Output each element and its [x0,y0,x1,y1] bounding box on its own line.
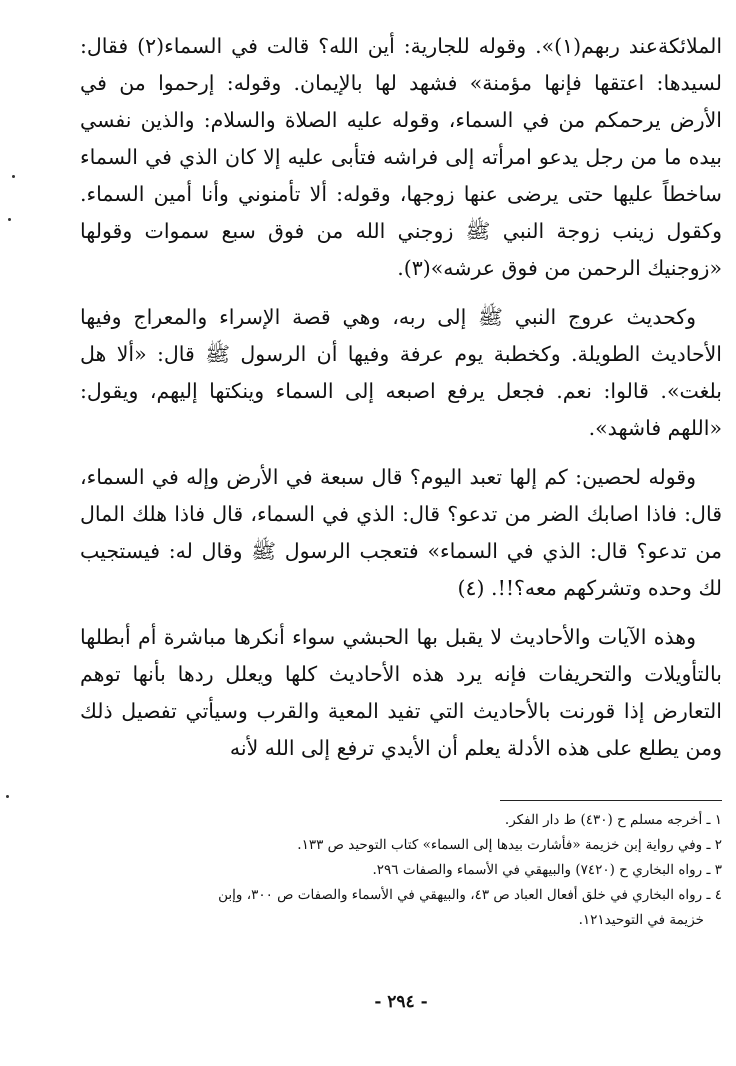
body-text [80,28,722,767]
paragraph-1: الملائكةعند ربهم(١)». وقوله للجارية: أين الله؟ قالت في السماء(٢) فقال: لسيدها: اعتقها فإنها مؤمنة» فشهد لها بالإيمان. وقوله: إرحموا من في الأرض يرحمكم من في السماء، وقوله عليه الصلاة والسلام: والذين نفسي بيده ما من رجل يدعو امرأته إلى فراشه فتأبى عليه إلا كان الذي في السماء ساخطاً عليها حتى يرضى عنها زوجها، وقوله: ألا تأمنوني وأنا أمين السماء. وكقول زينب زوجة النبي ﷺ زوجني الله من فوق سبع سموات وقولها «زوجنيك الرحمن من فوق عرشه»(٣). [80,34,723,280]
footnote-1: ١ ـ أخرجه مسلم ح (٤٣٠) ط دار الفكر. [504,812,722,828]
margin-mark [8,218,11,221]
footnotes [80,808,722,933]
footnote-separator [500,800,722,801]
margin-mark [12,175,15,178]
margin-mark [6,795,9,798]
paragraph-4: وهذه الآيات والأحاديث لا يقبل بها الحبشي سواء أنكرها مباشرة أم أبطلها بالتأويلات والتحريفات فإنه يرد هذه الأحاديث كلها ويعلل ردها بأنها توهم التعارض إذا قورنت بالأحاديث التي تفيد المعية والقرب وسيأتي تفصيل ذلك ومن يطلع على هذه الأدلة يعلم أن الأيدي ترفع إلى الله لأنه [80,625,722,760]
footnote-2: ٢ ـ وفي رواية إبن خزيمة «فأشارت بيدها إلى السماء» كتاب التوحيد ص ١٣٣. [297,837,722,853]
paragraph-2: وكحديث عروج النبي ﷺ إلى ربه، وهي قصة الإسراء والمعراج وفيها الأحاديث الطويلة. وكخطبة يوم عرفة وفيها أن الرسول ﷺ قال: «ألا هل بلغت». قالوا: نعم. فجعل يرفع اصبعه إلى السماء وينكتها إليهم، ويقول: «اللهم فاشهد». [80,305,722,440]
paragraph-3: وقوله لحصين: كم إلها تعبد اليوم؟ قال سبعة في الأرض وإله في السماء، قال: فاذا اصابك الضر من تدعو؟ قال: الذي في السماء، قال فاذا هلك المال من تدعو؟ قال: الذي في السماء» فتعجب الرسول ﷺ وقال له: فيستجيب لك وحده وتشركهم معه؟!!. (٤) [80,465,722,600]
footnote-3: ٣ ـ رواه البخاري ح (٧٤٢٠) والبيهقي في الأسماء والصفات ٢٩٦. [372,862,722,878]
page [80,28,722,1048]
footnote-4-continuation: خزيمة في التوحيد١٢١. [578,912,704,928]
footnote-4: ٤ ـ رواه البخاري في خلق أفعال العباد ص ٤٣، والبيهقي في الأسماء والصفات ص ٣٠٠، وإبن [218,887,722,903]
page-number: - ٢٩٤ - [374,992,428,1012]
